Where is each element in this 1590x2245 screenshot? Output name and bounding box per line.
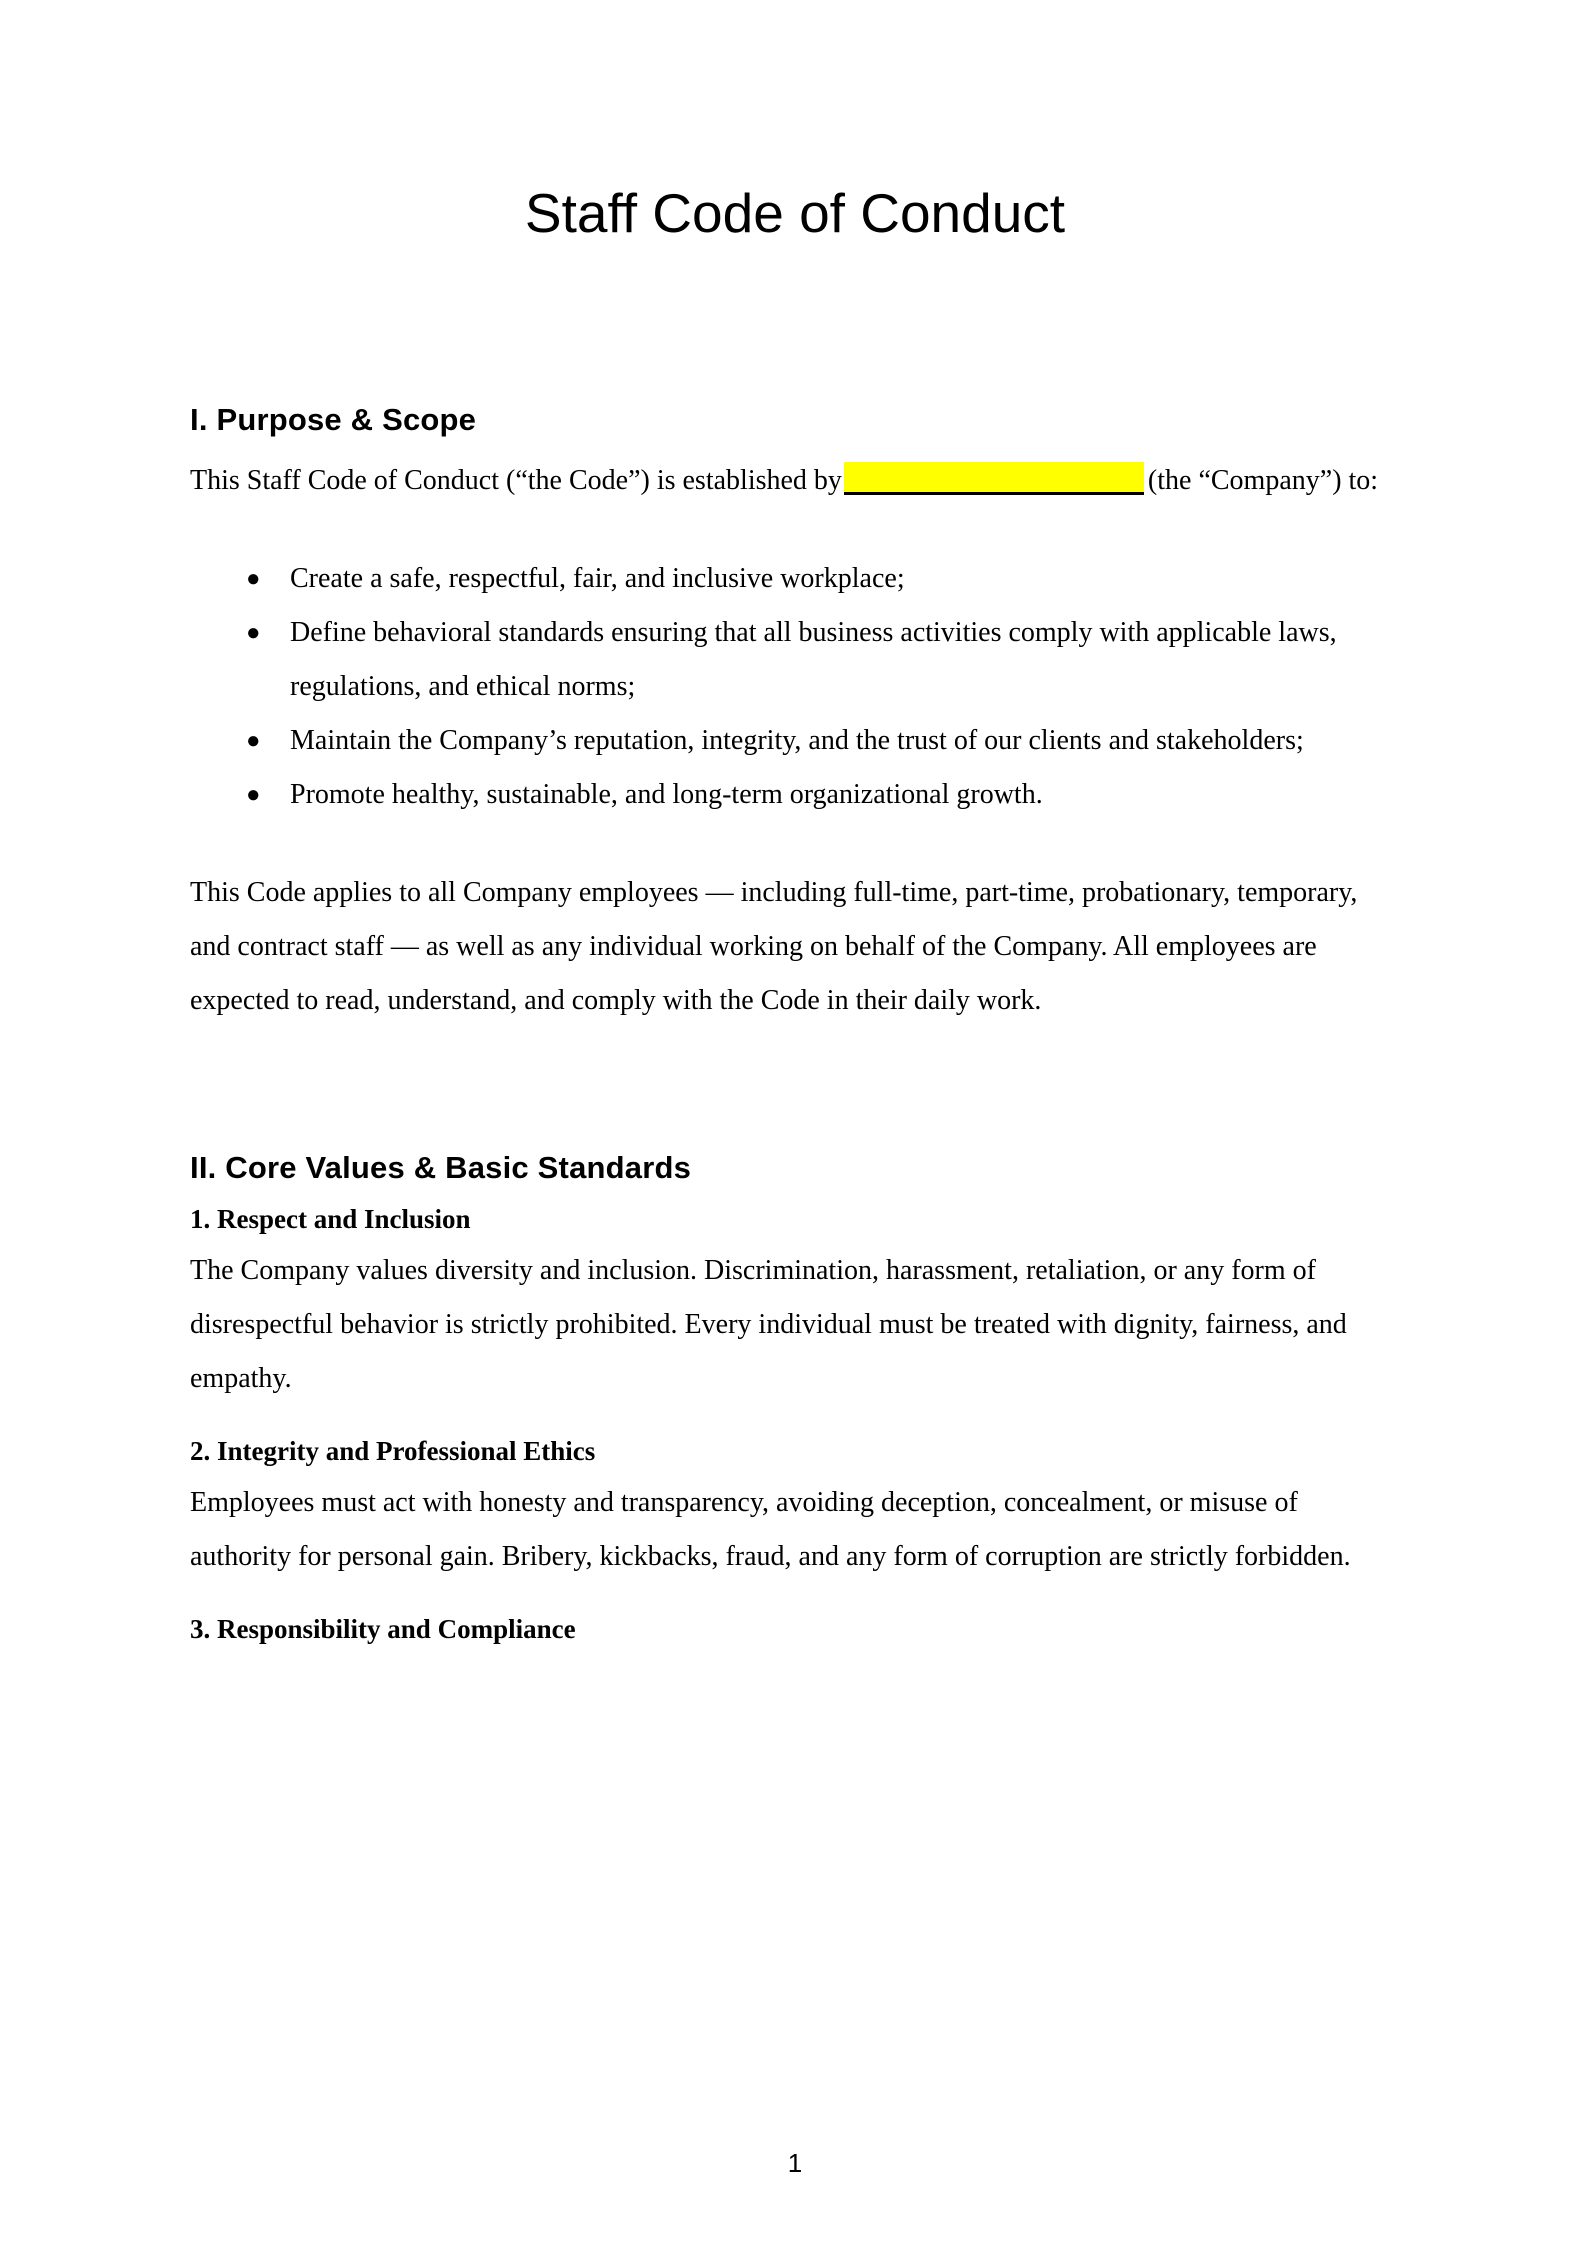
list-item: [190, 768, 1400, 822]
section-heading-core-values: II. Core Values & Basic Standards: [190, 1150, 692, 1185]
spacer: [190, 1584, 1400, 1612]
list-item-label: Maintain the Company’s reputation, integrity, and the trust of our clients and stakeholders;: [290, 725, 1304, 756]
subsection-heading-integrity-and-professional-ethics: 2. Integrity and Professional Ethics: [190, 1436, 596, 1466]
spacer: [190, 1406, 1400, 1434]
subsection-heading-responsibility-and-compliance: 3. Responsibility and Compliance: [190, 1614, 576, 1644]
purpose-scope-closing-paragraph: This Code applies to all Company employees — including full-time, part-time, probationary, temporary, and contract staff — as well as any individual working on behalf of the Company. All employees are expected to read, understand, and comply with the Code in their daily work.: [190, 877, 1358, 1016]
bullet-icon: ●: [246, 566, 261, 592]
list-item-label: Define behavioral standards ensuring that all business activities comply with applicable laws, regulations, and ethical norms;: [290, 617, 1337, 702]
bullet-icon: ●: [246, 782, 261, 808]
list-item-label: Promote healthy, sustainable, and long-term organizational growth.: [290, 779, 1043, 810]
purpose-intro-paragraph: [190, 454, 1400, 508]
spacer: [190, 1028, 1400, 1148]
page-title: Staff Code of Conduct: [524, 182, 1066, 244]
list-item-label: Create a safe, respectful, fair, and inclusive workplace;: [290, 563, 905, 594]
subsection-body-respect-and-inclusion: The Company values diversity and inclusion. Discrimination, harassment, retaliation, or any form of disrespectful behavior is strictly prohibited. Every individual must be treated with dignity, fairness, and empathy.: [190, 1255, 1347, 1394]
subsection-body-integrity-and-professional-ethics: Employees must act with honesty and transparency, avoiding deception, concealment, or misuse of authority for personal gain. Bribery, kickbacks, fraud, and any form of corruption are strictly forbidden.: [190, 1487, 1351, 1572]
spacer: [190, 508, 1400, 552]
document-body: [190, 400, 1400, 1654]
page-number: 1: [787, 2148, 803, 2178]
list-item: [190, 714, 1400, 768]
purpose-intro-text-after-blank: (the “Company”) to:: [1147, 465, 1379, 496]
subsection-heading-respect-and-inclusion: 1. Respect and Inclusion: [190, 1204, 471, 1234]
bullet-icon: ●: [246, 728, 261, 754]
bullet-icon: ●: [246, 620, 261, 646]
list-item: [190, 552, 1400, 606]
purpose-intro-text-before-blank: This Staff Code of Conduct (“the Code”) is established by: [190, 465, 842, 496]
spacer: [190, 822, 1400, 866]
purpose-bullet-list: [190, 552, 1400, 822]
list-item: [190, 606, 1400, 714]
section-heading-purpose-scope: I. Purpose & Scope: [190, 402, 477, 437]
company-name-blank[interactable]: [844, 462, 1144, 495]
